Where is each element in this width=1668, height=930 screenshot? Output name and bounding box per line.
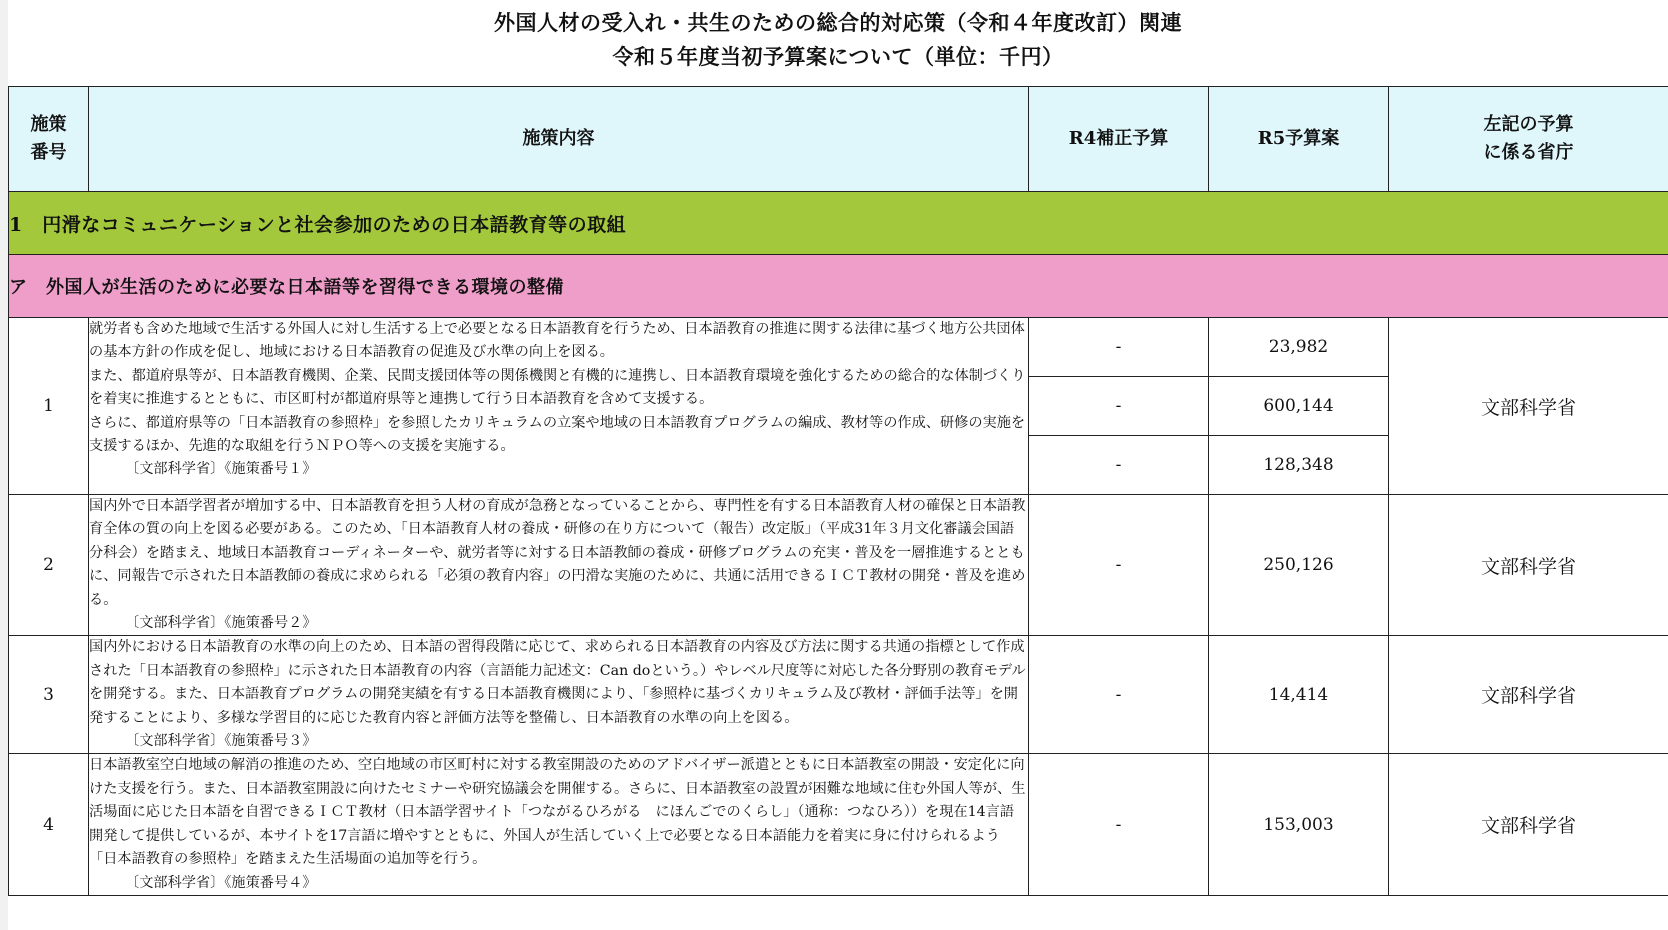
r4-budget-cell: -	[1029, 754, 1209, 895]
r5-budget-cell: 23,982	[1209, 318, 1389, 377]
measure-paragraph: さらに、都道府県等の「日本語教育の参照枠」を参照したカリキュラムの立案や地域の日本語教育プログラムの編成、教材等の作成、研修の実施を支援するほか、先進的な取組を行うＮＰＯ等への支援を実施する。	[89, 414, 1026, 455]
title-line-2: 令和５年度当初予算案について（単位：千円）	[612, 44, 1064, 69]
measure-content	[89, 754, 1029, 895]
r5-budget-cell: 14,414	[1209, 636, 1389, 754]
r5-budget-cell: 600,144	[1209, 377, 1389, 436]
measure-number: 4	[9, 754, 89, 895]
measure-reference: 〔文部科学省〕《施策番号１》	[125, 461, 317, 478]
r4-budget-cell: -	[1029, 377, 1209, 436]
r5-budget-cell: 250,126	[1209, 495, 1389, 636]
r4-budget-cell: -	[1029, 495, 1209, 636]
measure-paragraph: 国内外で日本語学習者が増加する中、日本語教育を担う人材の育成が急務となっていることから、専門性を有する日本語教育人材の確保と日本語教育全体の質の向上を図る必要がある。このため、「日本語教育人材の養成・研修の在り方について（報告）改定版」（平成31年３月文化審議会国語分科会）を踏まえ、地域日本語教育コーディネーターや、就労者等に対する日本語教師の養成・研修プログラムの充実・普及を一層推進するとともに、同報告で示された日本語教師の養成に求められる「必須の教育内容」の円滑な実施のために、共通に活用できるＩＣＴ教材の開発・普及を進める。	[89, 498, 1026, 608]
header-ministry-line-2: に係る省庁	[1483, 142, 1574, 163]
header-number	[9, 87, 89, 192]
measure-content	[89, 495, 1029, 636]
document-title	[8, 0, 1668, 86]
subsection-row	[9, 255, 1668, 318]
measure-paragraph: また、都道府県等が、日本語教育機関、企業、民間支援団体等の関係機関と有機的に連携し、日本語教育環境を強化するための総合的な体制づくりを着実に推進するとともに、市区町村が都道府県等と連携して行う日本語教育を含めて支援する。	[89, 367, 1026, 408]
measure-content	[89, 636, 1029, 754]
header-row	[9, 87, 1668, 192]
section-heading: 1 円滑なコミュニケーションと社会参加のための日本語教育等の取組	[9, 192, 1668, 255]
measure-number: 2	[9, 495, 89, 636]
table-row	[9, 495, 1668, 636]
table-row	[9, 318, 1668, 377]
table-row	[9, 754, 1668, 895]
table-row	[9, 636, 1668, 754]
r4-budget-cell: -	[1029, 318, 1209, 377]
header-r4-budget: R4補正予算	[1029, 87, 1209, 192]
header-number-line-1: 施策	[30, 114, 67, 135]
measure-number: 3	[9, 636, 89, 754]
ministry-cell: 文部科学省	[1389, 318, 1668, 495]
ministry-cell: 文部科学省	[1389, 636, 1668, 754]
section-row	[9, 192, 1668, 255]
r5-budget-cell: 128,348	[1209, 436, 1389, 495]
measure-number: 1	[9, 318, 89, 495]
r5-budget-cell: 153,003	[1209, 754, 1389, 895]
measure-reference: 〔文部科学省〕《施策番号４》	[125, 874, 317, 891]
r4-budget-cell: -	[1029, 636, 1209, 754]
ministry-cell: 文部科学省	[1389, 754, 1668, 895]
budget-table	[8, 86, 1668, 896]
r4-budget-cell: -	[1029, 436, 1209, 495]
title-line-1: 外国人材の受入れ・共生のための総合的対応策（令和４年度改訂）関連	[494, 10, 1182, 35]
measure-paragraph: 就労者も含めた地域で生活する外国人に対し生活する上で必要となる日本語教育を行うため、日本語教育の推進に関する法律に基づく地方公共団体の基本方針の作成を促し、地域における日本語教育の促進及び水準の向上を図る。	[89, 321, 1025, 361]
measure-paragraph: 国内外における日本語教育の水準の向上のため、日本語の習得段階に応じて、求められる日本語教育の内容及び方法に関する共通の指標として作成された「日本語教育の参照枠」に示された日本語教育の内容（言語能力記述文：Can doという。）やレベル尺度等に対応した各分野別の教育モデルを開発する。また、日本語教育プログラムの開発実績を有する日本語教育機関により、「参照枠に基づくカリキュラム及び教材・評価手法等」を開発することにより、多様な学習目的に応じた教育内容と評価方法等を整備し、日本語教育の水準の向上を図る。	[89, 639, 1026, 726]
left-margin-strip	[0, 0, 8, 930]
header-content: 施策内容	[89, 87, 1029, 192]
subsection-heading: ア 外国人が生活のために必要な日本語等を習得できる環境の整備	[9, 255, 1668, 318]
measure-paragraph: 日本語教室空白地域の解消の推進のため、空白地域の市区町村に対する教室開設のためのアドバイザー派遣とともに日本語教室の開設・安定化に向けた支援を行う。また、日本語教室開設に向けたセミナーや研究協議会を開催する。さらに、日本語教室の設置が困難な地域に住む外国人等が、生活場面に応じた日本語を自習できるＩＣＴ教材（日本語学習サイト「つながるひろがる にほんごでのくらし」（通称：つなひろ））を現在14言語開発して提供しているが、本サイトを17言語に増やすとともに、外国人が生活していく上で必要となる日本語能力を着実に身に付けられるよう「日本語教育の参照枠」を踏まえた生活場面の追加等を行う。	[89, 757, 1026, 868]
measure-reference: 〔文部科学省〕《施策番号３》	[125, 733, 317, 750]
measure-reference: 〔文部科学省〕《施策番号２》	[125, 615, 317, 632]
header-r5-budget: R5予算案	[1209, 87, 1389, 192]
ministry-cell: 文部科学省	[1389, 495, 1668, 636]
header-ministry	[1389, 87, 1668, 192]
header-ministry-line-1: 左記の予算	[1483, 114, 1574, 135]
header-number-line-2: 番号	[30, 142, 67, 163]
measure-content	[89, 318, 1029, 495]
